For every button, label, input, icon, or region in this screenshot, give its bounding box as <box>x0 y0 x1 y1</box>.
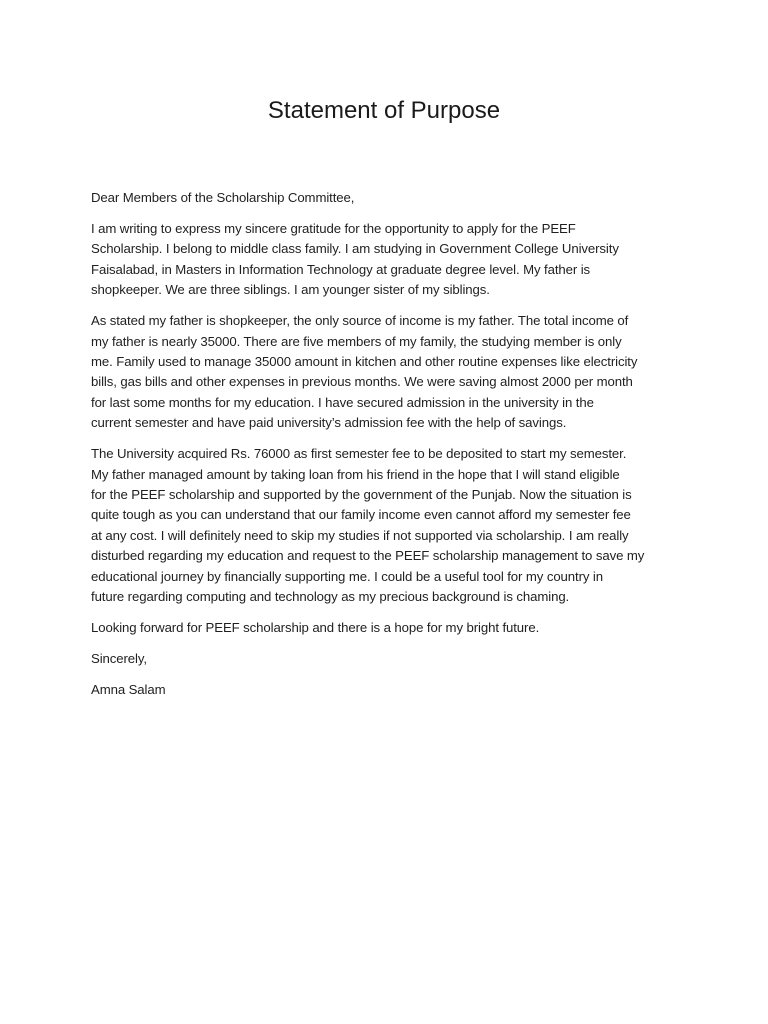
salutation: Dear Members of the Scholarship Committee, <box>91 190 355 205</box>
paragraph-line: The University acquired Rs. 76000 as first semester fee to be deposited to start my semester. <box>91 446 627 462</box>
paragraph-3 <box>91 444 687 607</box>
paragraph-line: Scholarship. I belong to middle class family. I am studying in Government College University <box>91 241 619 257</box>
paragraph-line: future regarding computing and technology as my precious background is chaming. <box>91 589 570 605</box>
document-title: Statement of Purpose <box>267 97 501 124</box>
paragraph-line: current semester and have paid university’s admission fee with the help of savings. <box>91 415 567 431</box>
paragraph-line: at any cost. I will definitely need to skip my studies if not supported via scholarship. I am really <box>91 527 629 543</box>
paragraph-line: for the PEEF scholarship and supported by the government of the Punjab. Now the situation is <box>91 487 632 503</box>
paragraph-line: As stated my father is shopkeeper, the only source of income is my father. The total income of <box>91 313 629 329</box>
paragraph-line: Faisalabad, in Masters in Information Technology at graduate degree level. My father is <box>91 261 591 277</box>
paragraph-line: I am writing to express my sincere gratitude for the opportunity to apply for the PEEF <box>91 221 576 236</box>
paragraph-line: me. Family used to manage 35000 amount in kitchen and other routine expenses like electricity <box>91 354 638 370</box>
paragraph-line: disturbed regarding my education and request to the PEEF scholarship management to save my <box>91 548 645 564</box>
paragraph-line: My father managed amount by taking loan from his friend in the hope that I will stand eligible <box>91 466 620 482</box>
paragraph-line: my father is nearly 35000. There are five members of my family, the studying member is only <box>91 333 622 349</box>
paragraph-line: shopkeeper. We are three siblings. I am younger sister of my siblings. <box>91 282 490 298</box>
signature: Amna Salam <box>91 682 166 698</box>
paragraph-1 <box>91 219 687 301</box>
paragraph-line: Looking forward for PEEF scholarship and there is a hope for my bright future. <box>91 620 540 636</box>
paragraph-line: educational journey by financially supporting me. I could be a useful tool for my country in <box>91 568 603 584</box>
paragraph-4 <box>91 618 687 638</box>
paragraph-line: bills, gas bills and other expenses in previous months. We were saving almost 2000 per month <box>91 374 633 390</box>
paragraph-line: for last some months for my education. I have secured admission in the university in the <box>91 394 594 410</box>
paragraph-2 <box>91 311 687 433</box>
letter-body <box>91 188 687 711</box>
paragraph-line: quite tough as you can understand that our family income even cannot afford my semester fee <box>91 507 631 523</box>
closing: Sincerely, <box>91 651 147 667</box>
